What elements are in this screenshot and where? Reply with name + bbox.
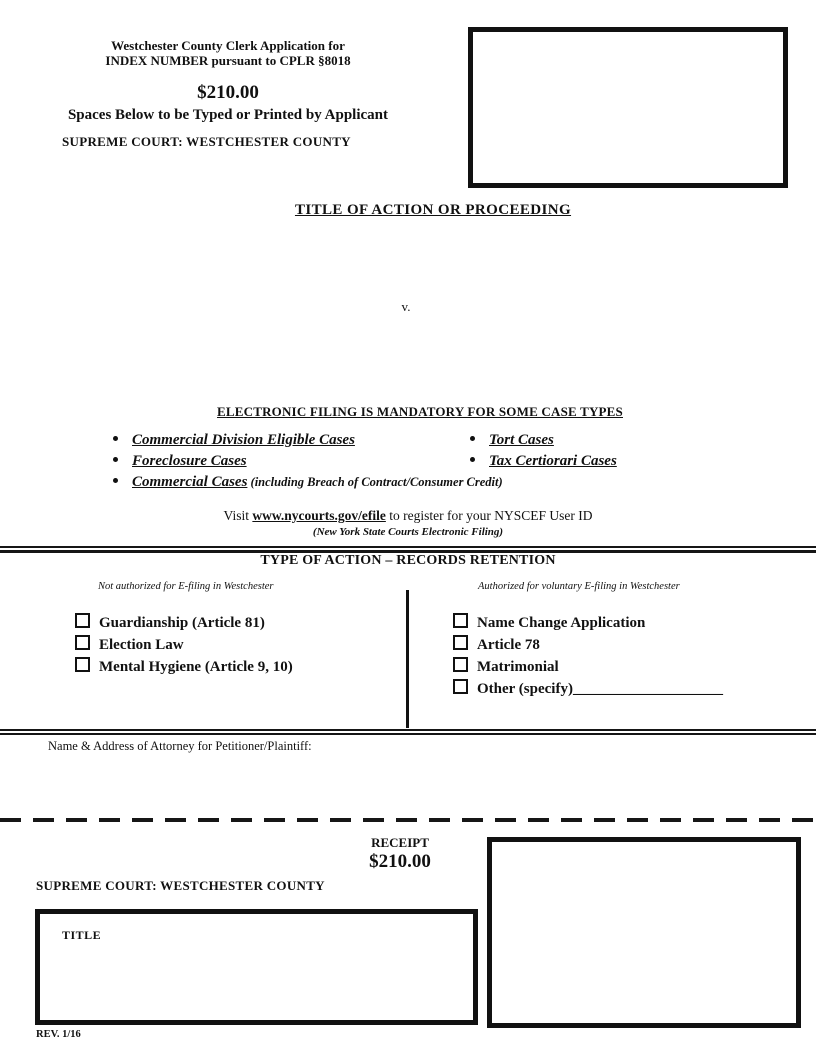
efiling-heading: ELECTRONIC FILING IS MANDATORY FOR SOME CASE TYPES [217, 404, 623, 419]
section-divider-bottom [0, 729, 816, 735]
checkbox-option-mental-hygiene[interactable] [75, 656, 293, 678]
applicant-instruction: Spaces Below to be Typed or Printed by Applicant [67, 107, 389, 123]
fee-amount: $210.00 [197, 82, 259, 103]
bullet-icon [113, 478, 118, 483]
checkbox-icon[interactable] [453, 635, 468, 650]
form-header [28, 38, 428, 124]
option-label: Article 78 [477, 637, 540, 653]
efiling-item-commercial-division [113, 430, 355, 451]
index-number-stamp-box[interactable] [468, 27, 788, 188]
efiling-item-tort [470, 430, 554, 451]
checkbox-icon[interactable] [453, 679, 468, 694]
receipt-court-name: SUPREME COURT: WESTCHESTER COUNTY [36, 878, 325, 893]
bullet-icon [113, 457, 118, 462]
left-option-list [75, 612, 293, 678]
versus-label: v. [401, 299, 411, 314]
checkbox-option-guardianship[interactable] [75, 612, 293, 634]
efiling-item-label: Commercial Cases [132, 474, 248, 490]
visit-suffix: to register for your NYSCEF User ID [385, 508, 593, 523]
checkbox-icon[interactable] [75, 635, 90, 650]
checkbox-option-article-78[interactable] [453, 634, 723, 656]
option-label: Name Change Application [477, 615, 646, 631]
section-divider-top [0, 546, 816, 553]
type-of-action-heading: TYPE OF ACTION – RECORDS RETENTION [260, 553, 556, 568]
visit-line [0, 508, 816, 524]
court-name: SUPREME COURT: WESTCHESTER COUNTY [62, 134, 351, 149]
not-authorized-note: Not authorized for E-filing in Westchester [98, 581, 274, 592]
title-of-action-heading: TITLE OF ACTION OR PROCEEDING [294, 202, 572, 218]
checkbox-option-matrimonial[interactable] [453, 656, 723, 678]
option-label: Matrimonial [477, 659, 559, 675]
efiling-item-note: (including Breach of Contract/Consumer Credit) [247, 475, 503, 489]
checkbox-icon[interactable] [453, 657, 468, 672]
receipt-title-box[interactable] [35, 909, 478, 1025]
bullet-icon [113, 436, 118, 441]
bullet-icon [470, 457, 475, 462]
checkbox-option-other[interactable] [453, 678, 723, 700]
form-title-line2: INDEX NUMBER pursuant to CPLR §8018 [105, 53, 351, 68]
checkbox-icon[interactable] [453, 613, 468, 628]
tear-off-dashed-line [0, 818, 816, 822]
efiling-item-label: Commercial Division Eligible Cases [132, 432, 355, 448]
attorney-name-address-label: Name & Address of Attorney for Petitioner/Plaintiff: [48, 739, 312, 753]
nycourts-efile-link[interactable]: www.nycourts.gov/efile [252, 508, 386, 523]
efiling-item-label: Tax Certiorari Cases [489, 453, 617, 469]
title-box-label: TITLE [62, 928, 102, 942]
authorized-note: Authorized for voluntary E-filing in Westchester [478, 581, 680, 592]
efiling-item-foreclosure [113, 451, 247, 472]
option-label: Guardianship (Article 81) [99, 615, 265, 631]
receipt-heading: RECEIPT [371, 835, 429, 850]
bullet-icon [470, 436, 475, 441]
form-title-line1: Westchester County Clerk Application for [111, 38, 345, 53]
option-label: Other (specify) [477, 681, 573, 697]
efiling-item-label: Tort Cases [489, 432, 554, 448]
checkbox-option-name-change[interactable] [453, 612, 723, 634]
checkbox-icon[interactable] [75, 657, 90, 672]
other-specify-blank[interactable]: ____________________ [572, 681, 723, 697]
revision-label: REV. 1/16 [36, 1029, 81, 1040]
receipt-amount: $210.00 [369, 851, 431, 872]
nyscef-expansion: (New York State Courts Electronic Filing) [312, 526, 504, 538]
visit-prefix: Visit [223, 508, 253, 523]
right-option-list [453, 612, 723, 700]
column-divider [406, 590, 409, 728]
receipt-stamp-box[interactable] [487, 837, 801, 1028]
efiling-item-commercial-cases [113, 472, 503, 493]
option-label: Mental Hygiene (Article 9, 10) [99, 659, 293, 675]
option-label: Election Law [99, 637, 184, 653]
efiling-item-label: Foreclosure Cases [132, 453, 247, 469]
efiling-item-tax-certiorari [470, 451, 617, 472]
checkbox-icon[interactable] [75, 613, 90, 628]
checkbox-option-election-law[interactable] [75, 634, 293, 656]
